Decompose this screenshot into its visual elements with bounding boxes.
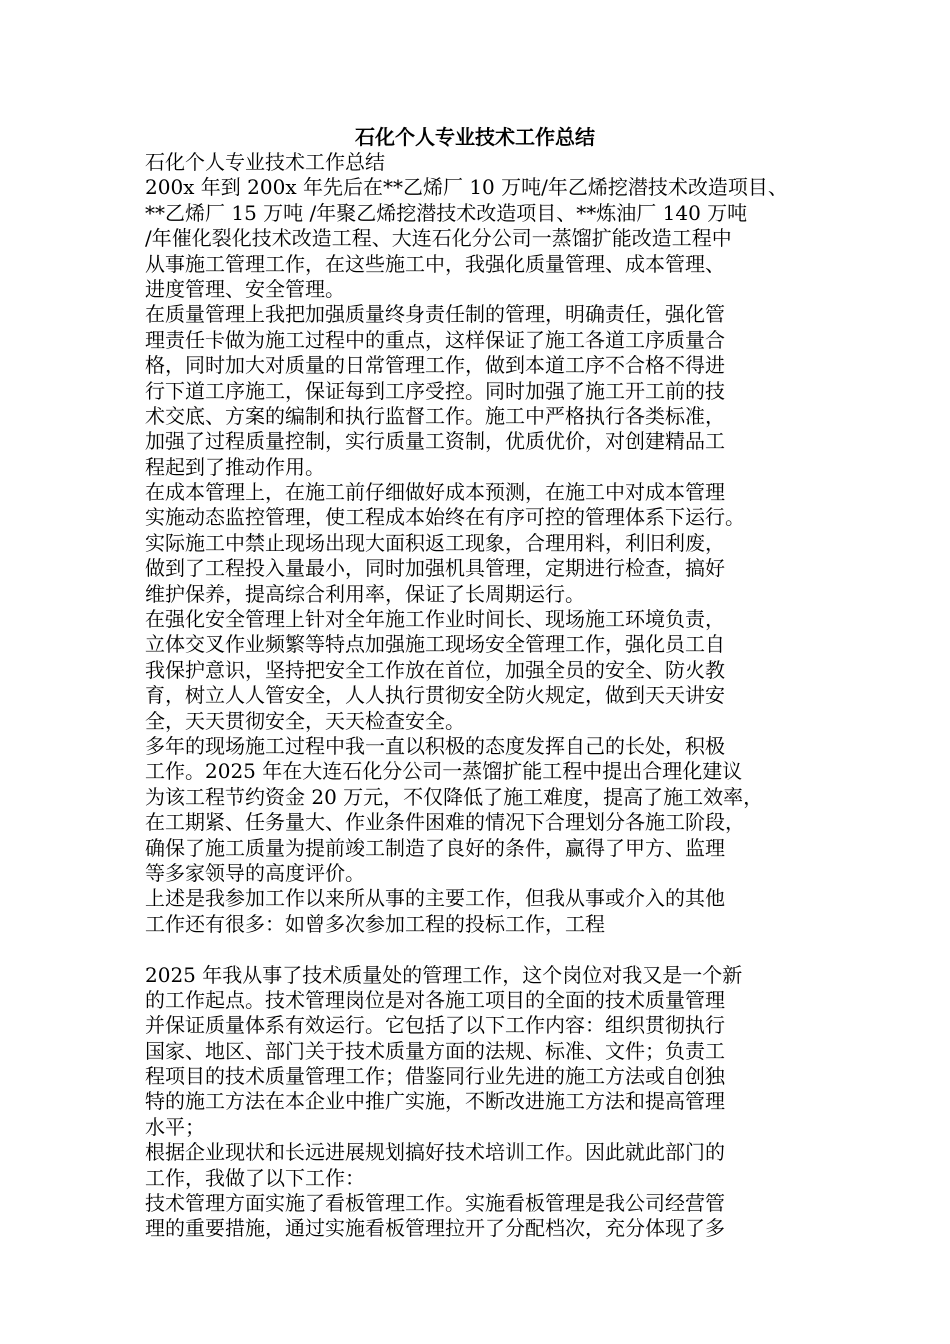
document-subtitle: 石化个人专业技术工作总结	[145, 150, 385, 174]
body-line: 的工作起点。技术管理岗位是对各施工项目的全面的技术质量管理	[145, 987, 725, 1012]
body-line: 实施动态监控管理，使工程成本始终在有序可控的管理体系下运行。	[145, 505, 745, 530]
body-line: 行下道工序施工，保证每到工序受控。同时加强了施工开工前的技	[145, 378, 725, 403]
body-line: 在成本管理上，在施工前仔细做好成本预测，在施工中对成本管理	[145, 480, 725, 505]
body-line: 在工期紧、任务量大、作业条件困难的情况下合理划分各施工阶段，	[145, 810, 745, 835]
body-line: 并保证质量体系有效运行。它包括了以下工作内容：组织贯彻执行	[145, 1013, 725, 1038]
body-line: 全，天天贯彻安全，天天检查安全。	[145, 708, 465, 733]
body-line: 工作。2025 年在大连石化分公司一蒸馏扩能工程中提出合理化建议	[145, 759, 743, 784]
body-line: 工作，我做了以下工作：	[145, 1165, 365, 1190]
body-line: 水平；	[145, 1114, 205, 1139]
document-title: 石化个人专业技术工作总结	[355, 125, 595, 149]
body-line: 程起到了推动作用。	[145, 454, 325, 479]
body-line: 2025 年我从事了技术质量处的管理工作，这个岗位对我又是一个新	[145, 962, 743, 987]
body-line: 加强了过程质量控制，实行质量工资制，优质优价，对创建精品工	[145, 429, 725, 454]
body-line: 理责任卡做为施工过程中的重点，这样保证了施工各道工序质量合	[145, 327, 725, 352]
body-line: 术交底、方案的编制和执行监督工作。施工中严格执行各类标准，	[145, 403, 725, 428]
body-line: 多年的现场施工过程中我一直以积极的态度发挥自己的长处，积极	[145, 733, 725, 758]
body-line: 立体交叉作业频繁等特点加强施工现场安全管理工作，强化员工自	[145, 632, 725, 657]
body-line: 从事施工管理工作，在这些施工中，我强化质量管理、成本管理、	[145, 251, 725, 276]
body-line: 确保了施工质量为提前竣工制造了良好的条件，赢得了甲方、监理	[145, 835, 725, 860]
body-line: 工作还有很多：如曾多次参加工程的投标工作，工程	[145, 911, 605, 936]
body-line: 在强化安全管理上针对全年施工作业时间长、现场施工环境负责，	[145, 607, 725, 632]
body-line: 上述是我参加工作以来所从事的主要工作，但我从事或介入的其他	[145, 886, 725, 911]
body-line: 在质量管理上我把加强质量终身责任制的管理，明确责任，强化管	[145, 302, 725, 327]
body-line: **乙烯厂 15 万吨 /年聚乙烯挖潜技术改造项目、**炼油厂 140 万吨	[145, 200, 748, 225]
body-line: 程项目的技术质量管理工作；借鉴同行业先进的施工方法或自创独	[145, 1064, 725, 1089]
body-line: 国家、地区、部门关于技术质量方面的法规、标准、文件；负责工	[145, 1038, 725, 1063]
document-body	[145, 150, 815, 1242]
body-line: 特的施工方法在本企业中推广实施，不断改进施工方法和提高管理	[145, 1089, 725, 1114]
body-line: 为该工程节约资金 20 万元，不仅降低了施工难度，提高了施工效率，	[145, 784, 764, 809]
body-line: 等多家领导的高度评价。	[145, 860, 365, 885]
body-line: 实际施工中禁止现场出现大面积返工现象，合理用料，利旧利废，	[145, 530, 725, 555]
body-line: 200x 年到 200x 年先后在**乙烯厂 10 万吨/年乙烯挖潜技术改造项目、	[145, 175, 788, 200]
blank-line	[145, 937, 815, 962]
body-line: 做到了工程投入量最小，同时加强机具管理，定期进行检查，搞好	[145, 556, 725, 581]
body-line: 理的重要措施，通过实施看板管理拉开了分配档次，充分体现了多	[145, 1216, 725, 1241]
body-line: 技术管理方面实施了看板管理工作。实施看板管理是我公司经营管	[145, 1191, 725, 1216]
body-line: 维护保养，提高综合利用率，保证了长周期运行。	[145, 581, 585, 606]
body-line: 我保护意识，坚持把安全工作放在首位，加强全员的安全、防火教	[145, 657, 725, 682]
body-line: 育，树立人人管安全，人人执行贯彻安全防火规定，做到天天讲安	[145, 683, 725, 708]
body-line: 根据企业现状和长远进展规划搞好技术培训工作。因此就此部门的	[145, 1140, 725, 1165]
body-line: 格，同时加大对质量的日常管理工作，做到本道工序不合格不得进	[145, 353, 725, 378]
body-line: /年催化裂化技术改造工程、大连石化分公司一蒸馏扩能改造工程中	[145, 226, 732, 251]
body-line: 进度管理、安全管理。	[145, 276, 345, 301]
